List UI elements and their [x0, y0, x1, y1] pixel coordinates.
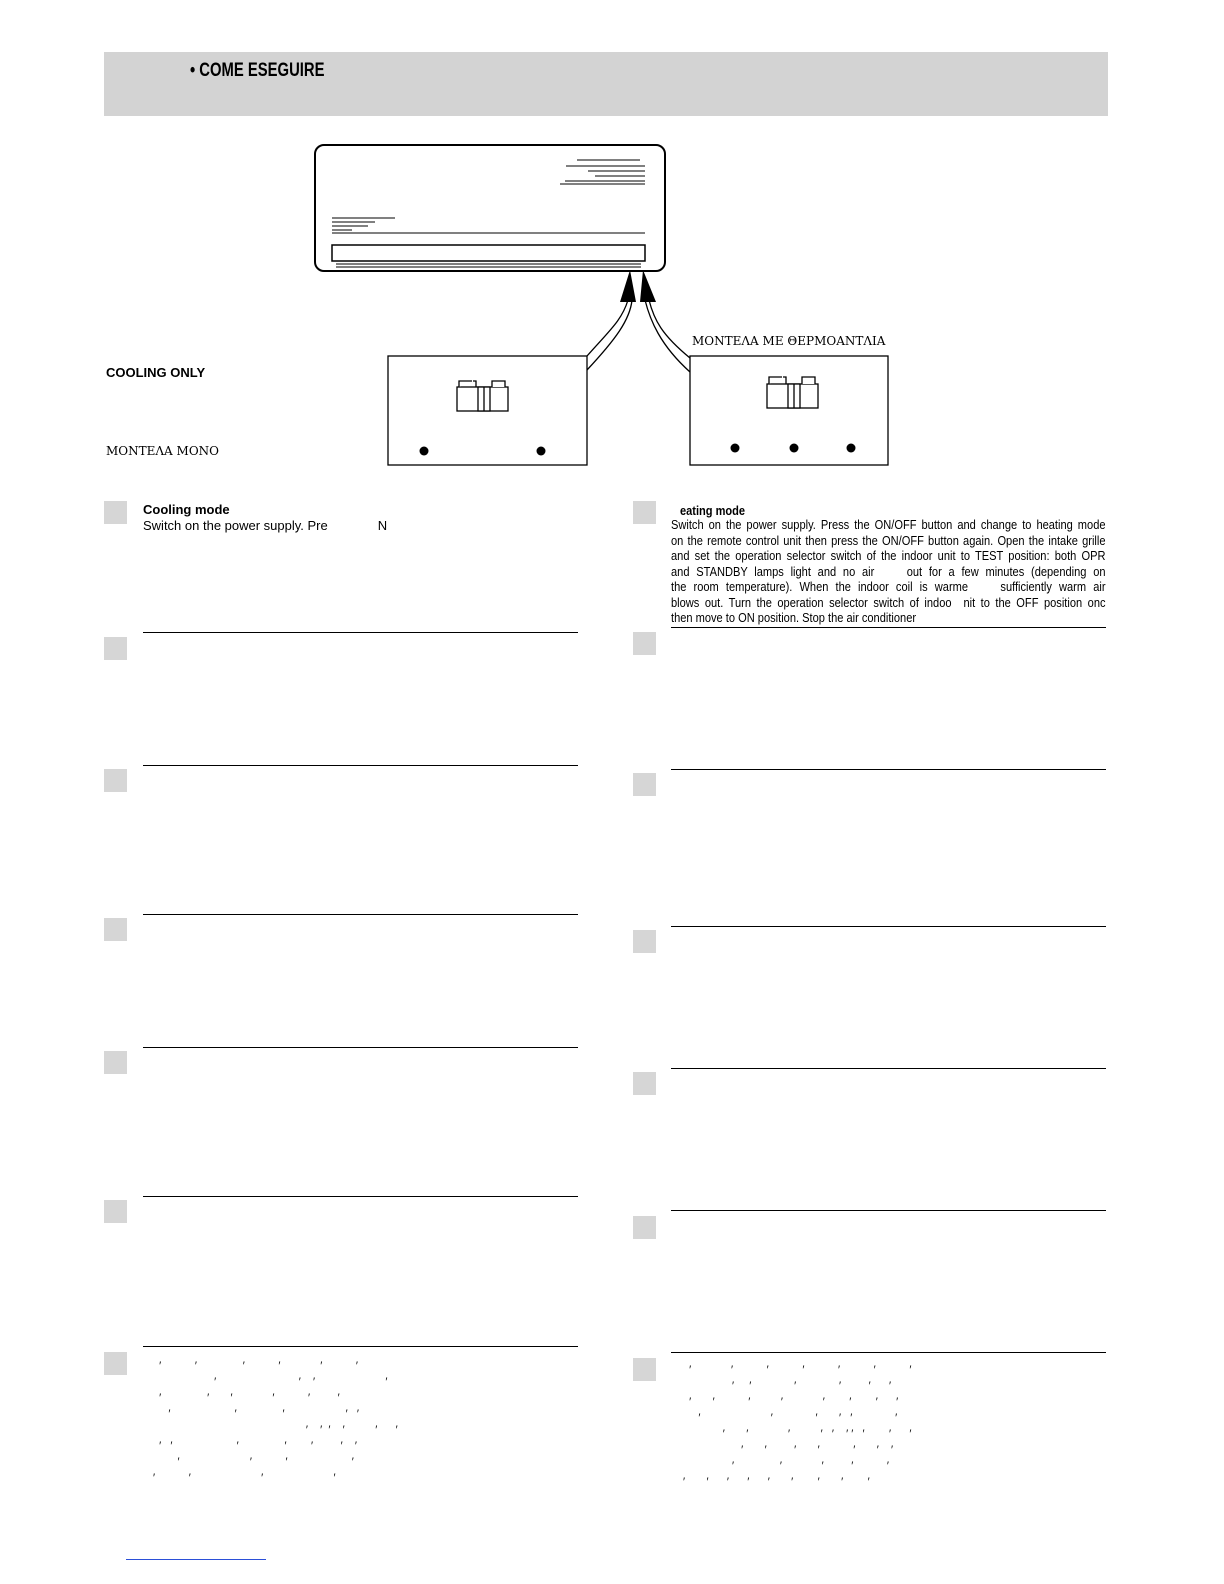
indicator-lamp [847, 444, 856, 453]
switch-box-heatpump [690, 356, 888, 465]
step-marker [633, 1216, 656, 1239]
heating-text-line: on the remote control unit then press the ON/OFF button again. Open the intake grille [671, 532, 1106, 548]
section-divider [143, 914, 578, 915]
step-marker [104, 1352, 127, 1375]
heating-text-fragment: and STANDBY lamps light and no air [671, 563, 875, 579]
heating-mode-title: eating mode [680, 503, 746, 518]
section-divider [143, 632, 578, 633]
label-greek-cooling: ΜΟΝΤΕΛΑ ΜΟΝΟ [106, 444, 219, 458]
heating-text-line: then move to ON position. Stop the air conditioner [671, 610, 917, 625]
cooling-mode-title: Cooling mode [143, 502, 230, 517]
indoor-unit-diagram [0, 0, 1224, 500]
section-divider [671, 1352, 1106, 1353]
heating-text-fragment: out for a few minutes (depending on [906, 563, 1106, 579]
label-cooling-only: COOLING ONLY [106, 365, 206, 380]
step-marker [633, 1358, 656, 1381]
section-divider [671, 627, 1106, 628]
step-marker [633, 930, 656, 953]
step-marker [633, 501, 656, 524]
indicator-lamp [790, 444, 799, 453]
step-marker [104, 1051, 127, 1074]
step-marker [633, 1072, 656, 1095]
heating-mode-text [671, 517, 1106, 626]
arrow-head-right [640, 270, 656, 302]
section-divider [143, 1047, 578, 1048]
heating-text-line [671, 564, 1106, 580]
heating-text-fragment: sufficiently warm air [1000, 579, 1106, 594]
indicator-lamp [537, 447, 546, 456]
cooling-text-start: Switch on the power supply. Pre [143, 518, 328, 533]
section-divider [671, 926, 1106, 927]
section-divider [143, 765, 578, 766]
step-marker [104, 637, 127, 660]
step-marker [633, 632, 656, 655]
section-divider [671, 1210, 1106, 1211]
heating-text-line: and set the operation selector switch of the indoor unit to TEST position: both OPR [671, 548, 1106, 563]
label-greek-heatpump: ΜΟΝΤΕΛΑ ΜΕ ΘΕΡΜΟΑΝΤΛΙΑ [692, 334, 886, 348]
heating-text-line [671, 595, 1106, 611]
callout-arrows [587, 300, 690, 372]
step-marker [633, 773, 656, 796]
indicator-lamp [420, 447, 429, 456]
step-marker [104, 769, 127, 792]
page-title: • COME ESEGUIRE [190, 60, 325, 81]
step-marker [104, 918, 127, 941]
unit-grille [332, 245, 645, 261]
accent-residue-left: ′ ′ ′ ′ ′ ′ ′ ′ ′ ′ ′ ′ ′ ′ ′ ′ ′ ′ ′ ′ ′ ′ ′ ′ ′ ′ ′ ′ ′ ′ ′ ′ ′ ′ ′ ′ ′ ′ ′ ′ ′ ′ [153, 1360, 398, 1484]
section-divider [671, 769, 1106, 770]
indicator-lamp [731, 444, 740, 453]
heating-text-fragment: the room temperature). When the indoor coil is warme [671, 579, 969, 594]
section-divider [671, 1068, 1106, 1069]
step-marker [104, 501, 127, 524]
section-divider [143, 1196, 578, 1197]
step-marker [104, 1200, 127, 1223]
heating-text-line [671, 579, 1106, 595]
heating-text-fragment: nit to the OFF position onc [963, 594, 1106, 610]
cooling-mode-text [143, 518, 387, 533]
cooling-text-end: N [377, 518, 388, 533]
section-divider [143, 1346, 578, 1347]
footer-link-underline[interactable] [126, 1559, 266, 1560]
accent-residue-right: ′ ′ ′ ′ ′ ′ ′ ′ ′ ′ ′ ′ ′ ′ ′ ′ ′ ′ ′ ′ ′ ′ ′ ′ ′ ′ ′ ′ ′ ′ ′ ′ ′ ′ ′ ′ ′ ′ ′ ′ ′ ′ ′ ′ ′ ′ ′ ′ ′ ′ ′ ′ ′ ′ ′ ′ ′ ′ [683, 1364, 912, 1488]
heating-text-line: Switch on the power supply. Press the ON/OFF button and change to heating mode [671, 517, 1106, 532]
heating-text-fragment: blows out. Turn the operation selector switch of indoo [671, 594, 952, 610]
arrow-head-left [620, 270, 636, 302]
